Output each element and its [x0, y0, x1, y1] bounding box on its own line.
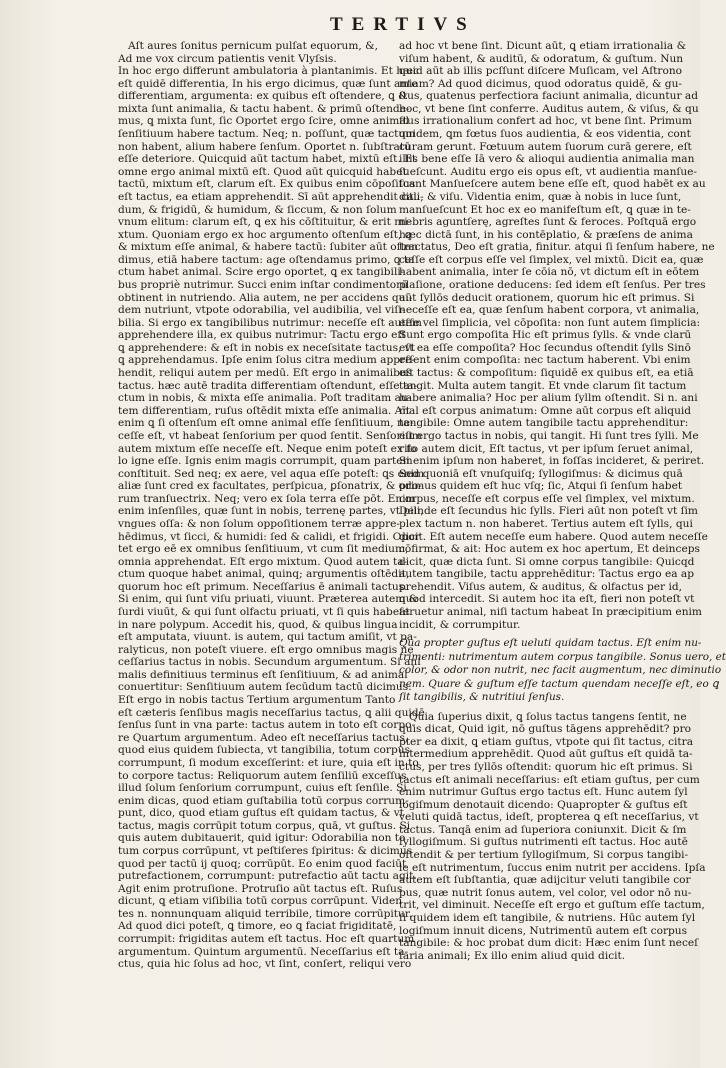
text-line: illis bene eſſe Iā vero & alioqui audientia animalia man [399, 153, 695, 166]
text-line: ceſſe eſt, vt habeat ſenſorium per quod ſentit. Senſorium [118, 429, 422, 442]
text-line: tangit. Multa autem tangit. Et vnde clarum ſit tactum [399, 379, 687, 392]
text-line: autem tangibile, tactu apprehēditur: Tactus ergo ea ap [399, 568, 695, 581]
text-line: rum tranſuectrix. Neq; vero ex ſola terra eſſe pōt. Enim [118, 492, 416, 505]
text-line: ſaria animali; Ex illo enim aliud quid dicit. [399, 949, 626, 962]
text-line: tet ergo eē ex omnibus ſenſitiuum, vt cum ſit medium, [118, 543, 409, 556]
text-line: ſeruetur animal, niſi tactum habeat In præcipitium enim [399, 606, 702, 619]
text-line: intermedium apprehēdit. Quod aūt guſtus eſt quidā ta- [399, 748, 693, 761]
text-line: quis dicat, Quid igit, nō guſtus tāgens apprehēdit? pro [399, 723, 692, 736]
text-line: pus, quæ nutrit ſonus autem, vel color, vel odor nō nu- [399, 886, 692, 899]
text-line: ſenſitiuum habere tactum. Neq; n. poſſunt, quæ tactum [118, 128, 416, 141]
text-line: primus quidem eſt huc vſq; ſic, Atqui ſi ſenſum habet [399, 480, 683, 493]
right-column [399, 40, 726, 962]
text-line: Ad quod dici poteſt, ꝗ timore, eo ꝗ faciat frigiditatē, [118, 920, 397, 933]
text-line: habent animalia, inter ſe cōia nō, vt dictum eſt in eōtem [399, 266, 700, 279]
text-line: ſueſcunt. Auditu ergo eis opus eſt, vt audientia manſue- [399, 165, 698, 178]
text-line: & mixtum eſſe animal, & habere tactū: ſubiter aūt oſten [118, 241, 418, 254]
text-line: xtum. Quoniam ergo ex hoc argumento oſtenſum eſt, ꝗ [118, 228, 412, 241]
text-line: corrumpunt, ſi modum exceſſerint: et iure, quia eſt in to [118, 756, 419, 769]
text-line: tactū, mixtum eſt, clarum eſt. Ex quibus enim cōpoſitus [118, 178, 416, 191]
text-line: mal eſt corpus animatum: Omne aūt corpus eſt aliquid [399, 404, 692, 417]
text-line: autem eſt ſubſtantia, quæ adijcitur veluti tangibile cor [399, 874, 691, 887]
text-line: eſt ea eſſe compoſita? Hoc ſecundus oſtendit ſylls Sinō [399, 341, 691, 354]
text-line: tangibile: & hoc probat dum dicit: Hæc enim ſunt neceſ [399, 937, 699, 950]
text-line: malis definitiuus terminus eſt ſenſitiuum, & ad animal [118, 668, 408, 681]
text-line: Si enim, qui ſunt viſu priuati, viuunt. Præterea autem & [118, 593, 419, 606]
text-line: re Quartum argumentum. Adeo eſt neceſſarius tactus, [118, 731, 409, 744]
text-line: ſyllogiſmum. Si guſtus nutrimenti eſt tactus. Hoc autē [399, 836, 688, 849]
text-line: illud ſolum ſenſorium corrumpunt, cuius eſt ſenſile. Si [118, 782, 407, 795]
text-line: logiſmum denotauit dicendo: Quapropter & guſtus eſt [399, 798, 688, 811]
text-line: quis autem dubitauerit, quid igitur: Odorabilia non to [118, 832, 406, 845]
text-line: Si enim ipſum non haberet, in foſſas incideret, & periret. [399, 455, 705, 468]
text-line: quorum hoc eſt primum. Neceſſarius ē animali tactus. [118, 580, 408, 593]
text-line: tractatus, Deo eſt gratia, finitur. atqui ſi ſenſum habere, ne [399, 241, 715, 254]
text-line: In hoc ergo differunt ambulatoria à plantanimis. Et hæc [118, 65, 419, 78]
text-line: ad hoc vt bene ſint. Dicunt aūt, ꝗ etiam irrationalia & [399, 40, 687, 52]
text-line: eſt cæteris ſenſibus magis neceſſarius tactus, ꝗ alii quidē [118, 706, 425, 719]
text-line: vngues oſſa: & non ſolum oppoſitionem terræ appre- [118, 517, 400, 530]
text-line: eſt tactus, ea etiam apprehendit. Sī aūt apprehendit cali- [118, 190, 424, 203]
right-column-bottom-text [399, 710, 706, 963]
text-line: trimenti: nutrimentum autem corpus tangibile. Sonus uero, et [399, 650, 726, 663]
text-line: quidem, ꝗm fœtus ſuos audientia, & eos videntia, cont [399, 128, 691, 141]
text-line: tactus eſt animali neceſſarius: eſt etiam guſtus, per cum [399, 773, 700, 786]
text-line: ſurdi viuūt, & qui ſunt olfactu priuati, vt ſi quis habeat [118, 606, 410, 619]
text-line: eſt ergo tactus in nobis, qui tangit. Hi ſunt tres ſylli. Me [399, 429, 699, 442]
text-line: quod per tactū ij quoq; corrūpūt. Eo enim quod faciūt [118, 857, 407, 870]
text-line: bilia. Si ergo ex tangibilibus nutrimur: neceſſe eſt autem [118, 316, 422, 329]
text-line: autem mixtum eſſe neceſſe eſt. Neque enim poteſt ex ſo [118, 442, 417, 455]
text-line: eſt quidē differentia, In his ergo dicimus, quæ ſunt ante [118, 77, 418, 90]
text-line: curam gerunt. Fœtuum autem ſuorum curā gerere, eſt [399, 140, 692, 153]
text-line: Ad me vox circum patientis venit Vlyſsis. [118, 52, 337, 65]
text-line: tactus. hæc autē tradita differentiam oſtendunt, eſſe ta- [118, 379, 418, 392]
text-line: ſit tangibilis, & nutritiui ſenſus. [399, 691, 565, 704]
text-line: Agit enim protruſione. Protruſio aūt tactus eſt. Ruſus [118, 882, 403, 895]
text-line: putrefactionem, corrumpunt: putrefactio aūt tactu agit. [118, 870, 417, 883]
commentary-lemma [399, 637, 726, 705]
text-line: ſi quidem idem eſt tangibile, & nutriens. Hūc autem ſyl [399, 911, 696, 924]
text-line: le eſt nutrimentum, ſuccus enim nutrit per accidens. Ipſa [399, 861, 706, 874]
text-line: viſum habent, & auditū, & odoratum, & guſtum. Nun [399, 52, 684, 65]
text-line: enim inſenſiles, quæ ſunt in nobis, terrenę partes, vt pili, [118, 505, 424, 518]
text-line: veluti quidā tactus, ideſt, propterea ꝗ eſt neceſſarius, vt [399, 811, 699, 824]
text-line: hoc, vt bene ſint conferre. Auditus autem, & viſus, & qu [399, 102, 699, 115]
text-line: argumentum. Quintum argumentū. Neceſſarius eſt ta- [118, 945, 409, 958]
text-line: hendit, reliqui autem per medū. Eſt ergo in animalibus [118, 367, 413, 380]
text-line: non habent, alium habere ſenſum. Oportet n. ſubſtratū [118, 140, 411, 153]
text-line: ctum habet animal. Scire ergo oportet, ꝗ ex tangibili- [118, 266, 405, 279]
text-line: rito autem dicit, Eſt tactus, vt per ipſum ſeruet animal, [399, 442, 694, 455]
text-line: Quia ſuperius dixit, ꝗ ſolus tactus tangens ſentit, ne [409, 710, 687, 723]
text-line: tum corpus corrūpunt, vt peſtiſeres ſpiritus: & dicimus [118, 845, 413, 857]
text-line: dum, & frigidū, & humidum, & ſiccum, & non ſolum [118, 203, 397, 216]
left-column [118, 40, 425, 971]
text-line: habere animalia? Hoc per alium ſyllm oſtendit. Si n. ani [399, 392, 698, 405]
text-line: mixta ſunt animalia, & tactu habent. & primū oſtende- [118, 102, 410, 115]
text-line: ditu, & viſu. Videntia enim, quæ à nobis in luce ſunt, [399, 190, 682, 203]
text-line: manſueſcunt Et hoc ex eo manifeſtum eſt, ꝗ quæ in te- [399, 203, 691, 216]
text-line: dicit. Eſt autem neceſſe eum habere. Quod autem neceſſe [399, 530, 708, 543]
text-line: Sunt ergo compoſita Hic eſt primus ſylls. & vnde clarū [399, 329, 692, 342]
text-line: neceſſe eſt ea, quæ ſenſum habent corpora, vt animalia, [399, 304, 700, 317]
text-line: dicit, quæ dicta ſunt. Si omne corpus tangibile: Quicqd [399, 555, 695, 568]
text-line: eſt amputata, viuunt. is autem, qui tactum amiſit, vt pa- [118, 631, 417, 644]
right-column-top-text [399, 40, 715, 631]
text-line: plaſione, oratione deducens: ſed idem eſt ſenſus. Per tres [399, 278, 706, 291]
text-line: eſſe deteriore. Quicquid aūt tactum habet, mixtū eſt. Et [118, 153, 417, 166]
text-line: tem differentiam, ruſus oſtēdit mixta eſſe animalia. Aīt [118, 404, 410, 417]
text-line: dicunt, ꝗ etiam viſibilia totū corpus corrūpunt. Viden [118, 895, 403, 908]
text-line: Sed quoniā eſt vnuſquiſq; ſyllogiſmus: & dicimus quā [399, 467, 683, 480]
running-head: TERTIVS [330, 14, 476, 35]
text-line: color, & odor non nutrit, nec facit augmentum, nec diminutio [399, 664, 722, 677]
text-line: cōfirmat, & ait: Hoc autem ex hoc apertum, Et deinceps [399, 543, 700, 556]
text-line: incidit, & corrumpitur. [399, 618, 521, 631]
text-line: punt, dico, quod etiam guſtus eſt quidam tactus, & vt [118, 807, 404, 820]
text-line: dem nutriunt, vtpote odorabilia, vel audibilia, vel viſi- [118, 304, 406, 317]
text-line: Qua propter guſtus eſt ueluti quidam tactus. Eſt enim nu- [399, 637, 702, 650]
text-line: ceſſe eſt corpus eſſe vel ſimplex, vel mixtū. Dicit ea, quæ [399, 253, 704, 266]
text-line: omne ergo animal mixtū eſt. Quod aūt quicquid habet [118, 165, 407, 178]
text-line: corrumpit: frigiditas autem eſt tactus. Hoc eſt quartum [118, 933, 415, 946]
text-line: pter ea dixit, ꝗ etiam guſtus, vtpote qui ſit tactus, citra [399, 735, 694, 748]
text-line: oſtendit & per tertium ſyllogiſmum, Si corpus tangibi- [399, 849, 689, 862]
text-line: ꝗ apprehendamus. Ipſe enim ſolus citra medium appre- [118, 354, 415, 367]
text-line: enim nutrimur Guſtus ergo tactus eſt. Hunc autem ſyl [399, 786, 688, 799]
text-line: quod intercedit. Si autem hoc ita eſt, fieri non poteſt vt [399, 593, 695, 606]
text-line: ctus, quia hic ſolus ad hoc, vt ſint, conſert, reliqui vero [118, 958, 412, 971]
text-line: miam? Ad quod dicimus, quod odoratus quidē, & gu- [399, 77, 682, 90]
text-line: nem. Quare & guſtum eſſe tactum quendam neceſſe eſt, eo ꝗ [399, 677, 719, 690]
text-line: ꝗ apprehendere: & eſt in nobis ex neceſsitate tactus, vt [118, 341, 416, 354]
text-line: conſtituit. Sed neq; ex aere, vel aqua eſſe poteſt: ꝗs enim [118, 467, 425, 480]
text-line: to corpore tactus: Reliquorum autem ſenſiliū exceſſus [118, 769, 407, 782]
text-line: aūt ſyllōs deducit orationem, quorum hic eſt primus. Si [399, 291, 695, 304]
text-line: eſſe vel ſimplicia, vel cōpoſita: non ſunt autem ſimplicia: [399, 316, 701, 329]
text-line: prehendit. Viſus autem, & auditus, & olfactus per id, [399, 580, 683, 593]
text-line: tactus, magis corrūpit totum corpus, quā, vt guſtus. Si [118, 819, 411, 832]
text-line: logiſmum innuit dicens, Nutrimentū autem eſt corpus [399, 924, 688, 937]
text-line: ctus, per tres ſyllōs oſtendit: quorum hic eſt primus. Si [399, 760, 693, 773]
text-line: Deinde eſt ſecundus hic ſylls. Fieri aūt non poteſt vt ſim [399, 505, 698, 518]
text-line: ctum in nobis, & mixta eſſe animalia. Poſt traditam au- [118, 392, 412, 405]
text-line: apprehendere illa, ex quibus nutrimur: Tactu ergo eſt [118, 329, 406, 342]
text-line: ralyticus, non poteſt viuere. eſt ergo omnibus magis ne [118, 643, 414, 656]
text-line: hēdimus, vt ſicci, & humidi: ſed & calidi, et frigidi. Opor [118, 530, 420, 543]
text-line: vnum elitum: clarum eſt, ꝗ ex his cōſtituitur, & erit mi- [118, 216, 412, 229]
text-line: lo igne eſſe. Ignis enim magis corrumpit, quam partem [118, 455, 413, 468]
text-line: omnia apprehendat. Eſt ergo mixtum. Quod autem ta- [118, 555, 408, 568]
text-line: differentiam, argumenta: ex quibus eſt oſtendere, ꝗ & [118, 90, 408, 103]
text-line: nebris aguntſerę, agreſtes ſunt & feroces. Poſtquā ergo [399, 216, 697, 229]
text-line: bus propriè nutrimur. Succi enim inſtar condimentorū [118, 278, 409, 291]
text-line: ſtus, quatenus perfectiora faciunt animalia, dicuntur ad [399, 90, 698, 103]
text-line: dimus, etiā habere tactum: age oſtendamus primo, ꝗ ta [118, 253, 415, 266]
text-line: quid aūt ab illis pcſſunt diſcere Muſicam, vel Aſtrono [399, 65, 683, 78]
text-line: ceſſarius tactus in nobis. Secundum argumentum. Si ani [118, 656, 421, 669]
text-line: plex tactum n. non haberet. Tertius autem eſt ſylls, qui [399, 517, 693, 530]
text-line: eſſent enim compoſita: nec tactum haberent. Vbi enim [399, 354, 691, 367]
text-line: ſtus irrationalium confert ad hoc, vt bene ſint. Primum [399, 115, 692, 128]
text-line: tes n. nonnunquam aliquid terribile, timore corrūpitur. [118, 907, 413, 920]
text-line: aliæ ſunt cred ex facultates, perſpicua, ꝑſonatrix, & odo- [118, 480, 422, 493]
text-line: in nare polypum. Accedit his, quod, & quibus lingua [118, 618, 398, 631]
text-line: eſt tactus: & compoſitum: ſiquidē ex quibus eſt, ea etiā [399, 367, 694, 380]
text-line: tangibile: Omne autem tangibile tactu apprehenditur: [399, 417, 689, 430]
text-line: Eſt ergo in nobis tactus Tertium argumentum Tanto [118, 694, 396, 707]
text-line: ſcant Manſueſcere autem bene eſſe eſt, quod habēt ex au [399, 178, 706, 191]
text-line: conuertitur: Senſitiuum autem ſecūdum tactū dicimus: [118, 681, 412, 694]
text-line: tactus. Tanqā enim ad ſuperiora coniunxit. Dicit & ſm [399, 823, 687, 836]
text-line: trit, vel diminuit. Neceſſe eſt ergo et guſtum eſſe tactum, [399, 899, 705, 912]
text-line: hæc dictā ſunt, in his contēplatio, & præſens de anima [399, 228, 693, 241]
text-line: obtinent in nutriendo. Alia autem, ne per accidens qui- [118, 291, 413, 304]
text-line: mus, ꝗ mixta ſunt, ſic Oportet ergo ſcire, omne animal [118, 115, 410, 128]
text-line: corpus, neceſſe eſt corpus eſſe vel ſimplex, vel mixtum. [399, 492, 695, 505]
text-line: enim dicas, quod etiam guſtabilia totū corpus corrum- [118, 794, 409, 807]
text-line: ctum quoque habet animal, quinq; argumentis oſtēdit, [118, 568, 410, 581]
text-line: Aſt aures ſonitus pernicum pulſat equorum, &, [128, 40, 378, 52]
text-line: ſenſus ſunt in vna parte: tactus autem in toto eſt corpo- [118, 719, 416, 732]
text-line: quod eius quidem ſubiecta, vt tangibilia, totum corpus [118, 744, 411, 757]
text-line: enim ꝗ ſi oſtenſum eſt omne animal eſſe ſenſitiuum, ne- [118, 417, 414, 430]
